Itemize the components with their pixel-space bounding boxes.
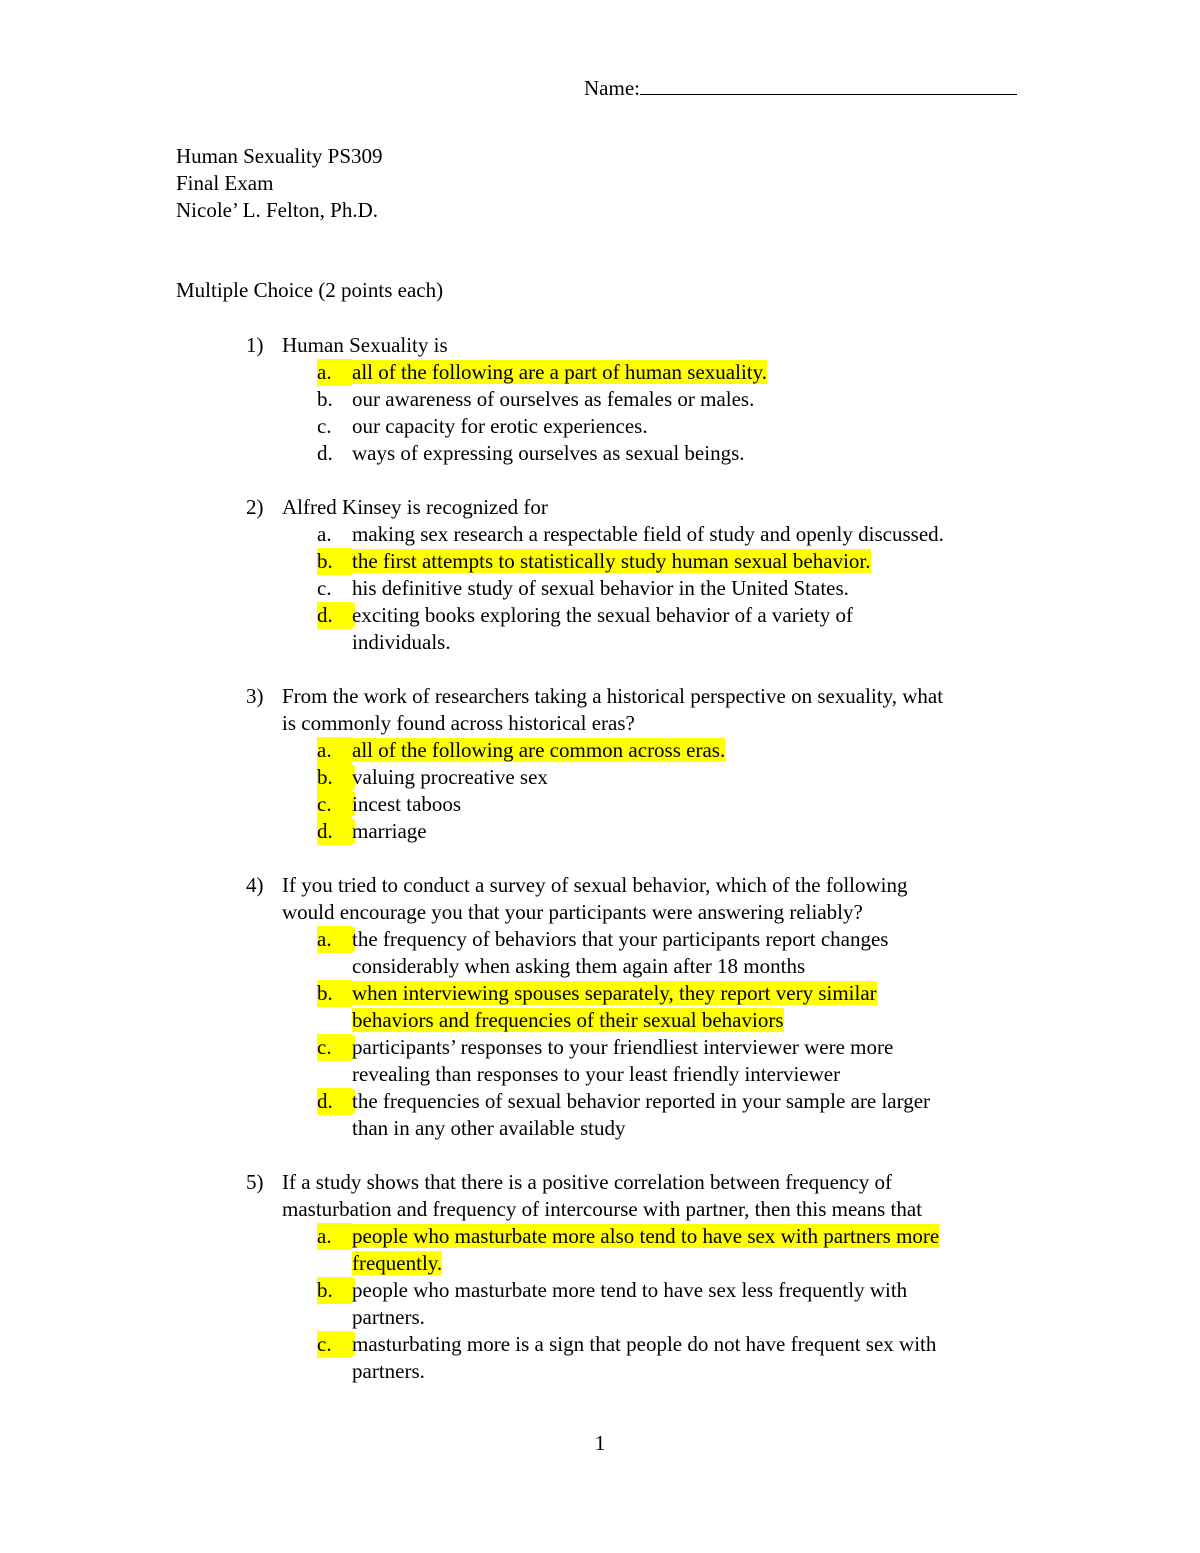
answer-option-line: [317, 1358, 1036, 1385]
option-text: the frequency of behaviors that your participants report changes: [352, 927, 889, 951]
exam-title: Final Exam: [176, 171, 274, 195]
option-letter: a.: [317, 1223, 352, 1250]
answer-option-line: [317, 953, 1036, 980]
answer-option-line: [317, 1061, 1036, 1088]
option-text: than in any other available study: [352, 1116, 626, 1140]
option-letter: [317, 1250, 352, 1277]
option-text-wrap: [352, 791, 1022, 818]
option-text-wrap: [352, 1277, 1022, 1304]
option-text-wrap: [352, 980, 1022, 1007]
question-1: [176, 332, 1036, 467]
answer-option-line: [317, 1088, 1036, 1115]
option-letter: a.: [317, 926, 352, 953]
answer-option-line: [317, 575, 1036, 602]
option-text-wrap: [352, 413, 1022, 440]
answer-option-line: [317, 1250, 1036, 1277]
question-stem-line: [176, 872, 1036, 899]
section-title: Multiple Choice (2 points each): [176, 278, 444, 302]
question-stem-line: [176, 710, 1036, 737]
option-text-wrap: [352, 953, 1022, 980]
option-letter: b.: [317, 548, 352, 575]
answer-option-line: [317, 1331, 1036, 1358]
option-letter: a.: [317, 737, 352, 764]
option-text: exciting books exploring the sexual behavior of a variety of: [352, 603, 853, 627]
option-text: considerably when asking them again after 18 months: [352, 954, 806, 978]
option-text: frequently.: [352, 1251, 443, 1275]
course-title: Human Sexuality PS309: [176, 144, 383, 168]
option-text: people who masturbate more tend to have sex less frequently with: [352, 1278, 908, 1302]
answer-option-line: [317, 440, 1036, 467]
answer-option-line: [317, 1304, 1036, 1331]
option-text-wrap: [352, 926, 1022, 953]
option-letter: d.: [317, 441, 333, 465]
option-letter: c.: [317, 1331, 352, 1358]
answer-option-line: [317, 1223, 1036, 1250]
question-text: Alfred Kinsey is recognized for: [282, 495, 548, 519]
option-text: marriage: [352, 819, 427, 843]
answer-option-line: [317, 980, 1036, 1007]
option-letter: c.: [317, 791, 352, 818]
answer-option-line: [317, 791, 1036, 818]
option-text: individuals.: [352, 630, 451, 654]
answer-option-line: [317, 629, 1036, 656]
option-letter: [317, 1061, 352, 1088]
option-text: ways of expressing ourselves as sexual beings.: [352, 441, 745, 465]
question-number: [176, 1196, 282, 1223]
question-text: If a study shows that there is a positive correlation between frequency of: [282, 1170, 892, 1194]
option-letter: c.: [317, 1034, 352, 1061]
question-stem-line: [176, 494, 1036, 521]
option-text: incest taboos: [352, 792, 462, 816]
option-text-wrap: [352, 1304, 1022, 1331]
answer-option-line: [317, 1007, 1036, 1034]
name-label: Name:: [584, 76, 640, 100]
option-letter: c.: [317, 414, 332, 438]
option-text: people who masturbate more also tend to have sex with partners more: [352, 1224, 940, 1248]
answer-option-line: [317, 548, 1036, 575]
answer-option-line: [317, 737, 1036, 764]
option-text: partners.: [352, 1305, 425, 1329]
option-letter: [317, 953, 352, 980]
answer-option-line: [317, 764, 1036, 791]
answer-option-line: [317, 602, 1036, 629]
option-text: our awareness of ourselves as females or males.: [352, 387, 755, 411]
option-text: his definitive study of sexual behavior in the United States.: [352, 576, 849, 600]
option-text: the frequencies of sexual behavior reported in your sample are larger: [352, 1089, 931, 1113]
question-number: 1): [246, 333, 264, 357]
answer-option-line: [317, 413, 1036, 440]
question-stem-line: [176, 332, 1036, 359]
question-stem-line: [176, 683, 1036, 710]
question-number: 4): [246, 873, 264, 897]
option-text-wrap: [352, 1358, 1022, 1385]
answer-option-line: [317, 359, 1036, 386]
option-text-wrap: [352, 1331, 1022, 1358]
option-letter: c.: [317, 576, 332, 600]
option-text-wrap: [352, 548, 1022, 575]
option-text: behaviors and frequencies of their sexual behaviors: [352, 1008, 784, 1032]
option-letter: [317, 1007, 352, 1034]
option-text-wrap: [352, 1061, 1022, 1088]
name-blank-line[interactable]: [640, 72, 1017, 95]
option-text-wrap: [352, 575, 1022, 602]
question-4: [176, 872, 1036, 1142]
option-text-wrap: [352, 1034, 1022, 1061]
question-text: would encourage you that your participants were answering reliably?: [282, 900, 863, 924]
option-text-wrap: [352, 1250, 1022, 1277]
question-number: [176, 899, 282, 926]
question-stem-line: [176, 1196, 1036, 1223]
question-3: [176, 683, 1036, 845]
option-text-wrap: [352, 440, 1022, 467]
option-text-wrap: [352, 602, 1022, 629]
answer-option-line: [317, 1277, 1036, 1304]
option-letter: b.: [317, 764, 352, 791]
option-letter: d.: [317, 1088, 352, 1115]
exam-header: [176, 143, 383, 224]
question-text: If you tried to conduct a survey of sexual behavior, which of the following: [282, 873, 908, 897]
option-text-wrap: [352, 521, 1022, 548]
question-list: [176, 332, 1036, 1412]
answer-option-line: [317, 1115, 1036, 1142]
option-text-wrap: [352, 1223, 1022, 1250]
option-text: all of the following are common across eras.: [352, 738, 726, 762]
option-text: all of the following are a part of human sexuality.: [352, 360, 768, 384]
question-number: 5): [246, 1170, 264, 1194]
option-text: masturbating more is a sign that people do not have frequent sex with: [352, 1332, 937, 1356]
answer-option-line: [317, 818, 1036, 845]
answer-option-line: [317, 386, 1036, 413]
option-text: making sex research a respectable field of study and openly discussed.: [352, 522, 944, 546]
page-number: 1: [594, 1431, 606, 1455]
option-letter: a.: [317, 522, 332, 546]
option-letter: b.: [317, 1277, 352, 1304]
question-number: 2): [246, 495, 264, 519]
question-text: Human Sexuality is: [282, 333, 448, 357]
question-stem-line: [176, 899, 1036, 926]
option-letter: b.: [317, 387, 333, 411]
question-number: [176, 710, 282, 737]
option-letter: [317, 1358, 352, 1385]
option-letter: [317, 1304, 352, 1331]
option-text-wrap: [352, 1088, 1022, 1115]
option-text-wrap: [352, 737, 1022, 764]
option-text: partners.: [352, 1359, 425, 1383]
option-text-wrap: [352, 764, 1022, 791]
question-text: is commonly found across historical eras?: [282, 711, 635, 735]
question-text: masturbation and frequency of intercourse with partner, then this means that: [282, 1197, 923, 1221]
option-text: when interviewing spouses separately, they report very similar: [352, 981, 877, 1005]
question-number: 3): [246, 684, 264, 708]
option-letter: [317, 1115, 352, 1142]
question-stem-line: [176, 1169, 1036, 1196]
option-text-wrap: [352, 1007, 1022, 1034]
answer-option-line: [317, 521, 1036, 548]
option-letter: d.: [317, 818, 352, 845]
option-text: the first attempts to statistically study human sexual behavior.: [352, 549, 871, 573]
option-text-wrap: [352, 629, 1022, 656]
option-letter: b.: [317, 980, 352, 1007]
option-text: valuing procreative sex: [352, 765, 548, 789]
option-text-wrap: [352, 818, 1022, 845]
option-text-wrap: [352, 386, 1022, 413]
answer-option-line: [317, 926, 1036, 953]
answer-option-line: [317, 1034, 1036, 1061]
option-text-wrap: [352, 359, 1022, 386]
option-text: participants’ responses to your friendliest interviewer were more: [352, 1035, 894, 1059]
option-text: revealing than responses to your least friendly interviewer: [352, 1062, 841, 1086]
option-letter: [317, 629, 352, 656]
option-letter: a.: [317, 359, 352, 386]
question-text: From the work of researchers taking a historical perspective on sexuality, what: [282, 684, 944, 708]
option-text: our capacity for erotic experiences.: [352, 414, 648, 438]
name-field: [584, 72, 1017, 102]
option-text-wrap: [352, 1115, 1022, 1142]
instructor-name: Nicole’ L. Felton, Ph.D.: [176, 198, 379, 222]
question-5: [176, 1169, 1036, 1385]
option-letter: d.: [317, 602, 352, 629]
question-2: [176, 494, 1036, 656]
